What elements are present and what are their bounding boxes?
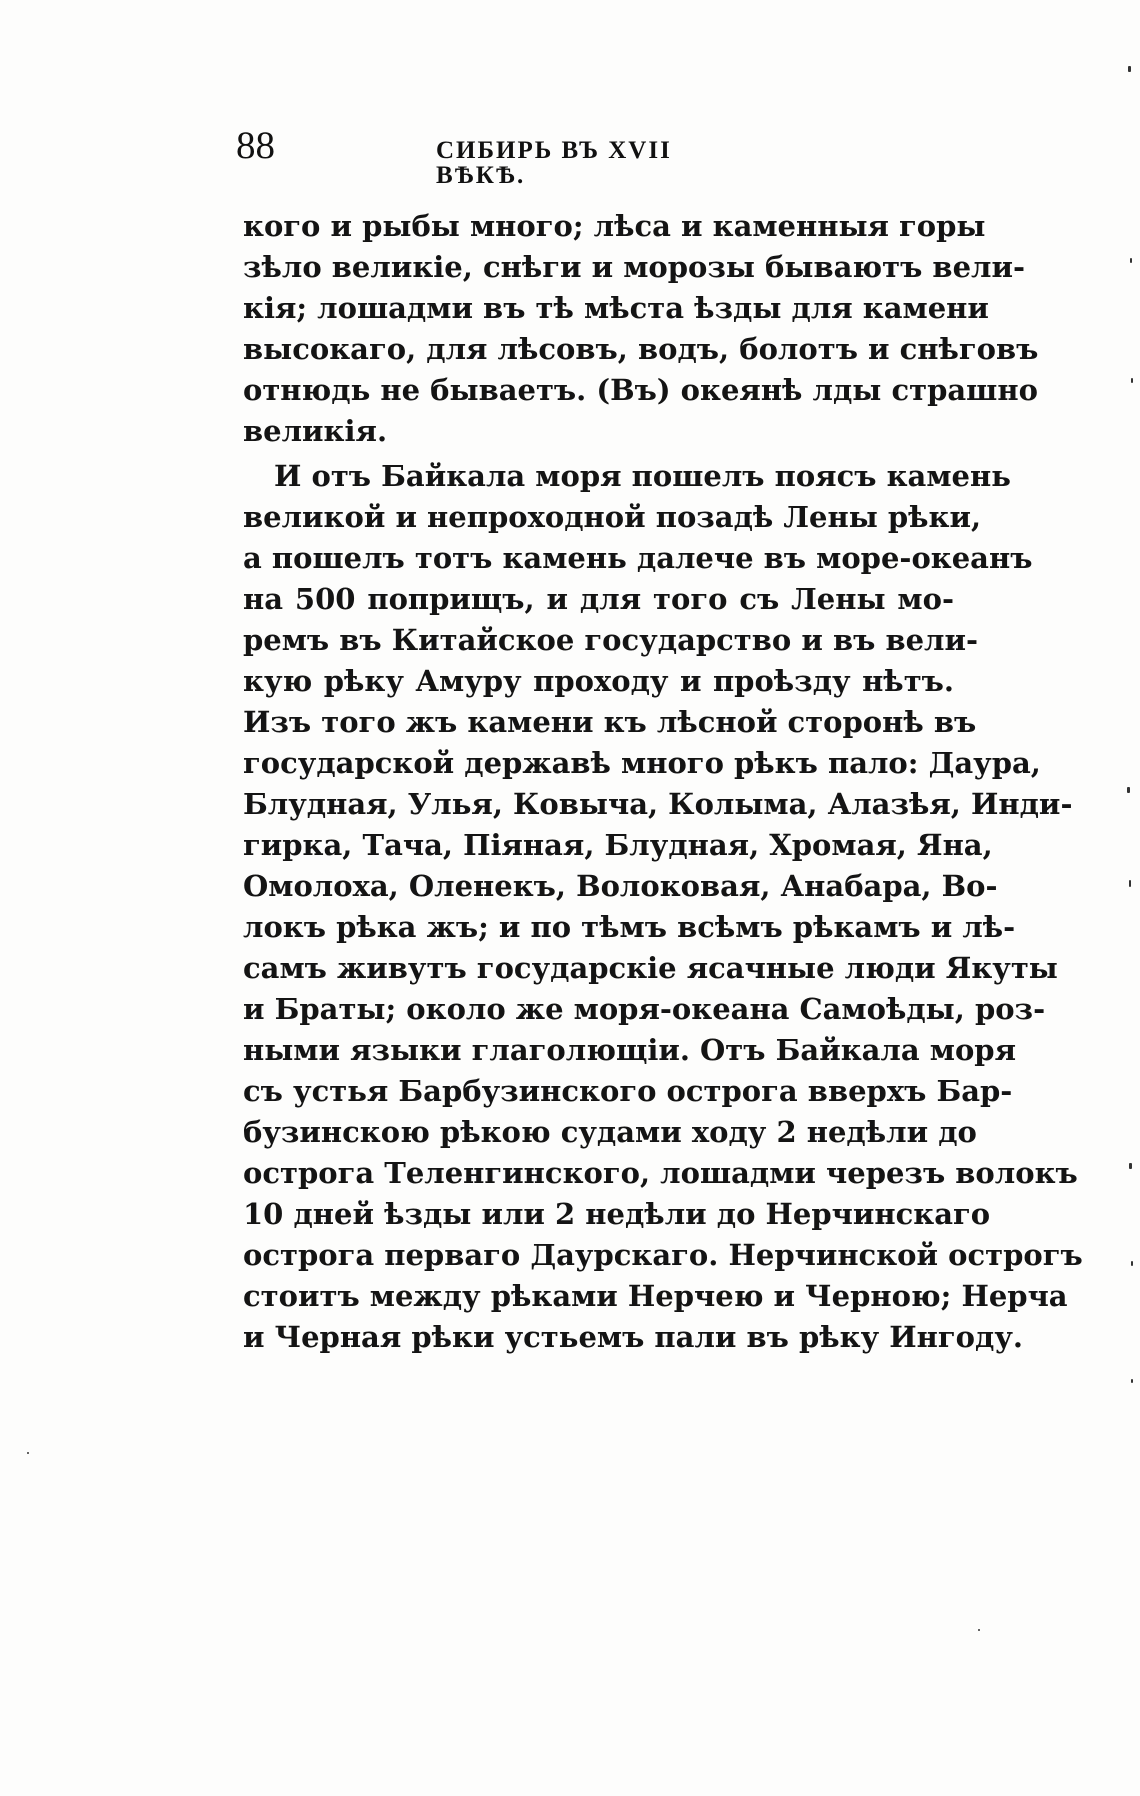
body-text (243, 206, 1083, 1358)
text-line: 10 дней ѣзды или 2 недѣли до Нерчинскаго (243, 1197, 991, 1231)
text-line: Омолоха, Оленекъ, Волоковая, Анабара, Во- (243, 869, 998, 903)
scan-speck (1128, 66, 1131, 72)
text-line: острога Теленгинского, лошадми черезъ волокъ (243, 1156, 1078, 1190)
text-line: и Черная рѣки устьемъ пали въ рѣку Ингоду. (243, 1320, 1023, 1354)
text-line: отнюдь не бываетъ. (Въ) океянѣ лды страшно (243, 373, 1038, 407)
text-line: а пошелъ тотъ камень далече въ море-океанъ (243, 541, 1033, 575)
text-line: гирка, Тача, Піяная, Блудная, Хромая, Яна, (243, 828, 993, 862)
text-line: государской державѣ много рѣкъ пало: Даура, (243, 746, 1041, 780)
text-line: высокаго, для лѣсовъ, водъ, болотъ и снѣговъ (243, 332, 1039, 366)
scan-speck (1131, 1379, 1133, 1383)
page-number: 88 (236, 124, 275, 167)
text-line: локъ рѣка жъ; и по тѣмъ всѣмъ рѣкамъ и лѣ- (243, 910, 1016, 944)
text-line: бузинскою рѣкою судами ходу 2 недѣли до (243, 1115, 977, 1149)
text-line: самъ живутъ государскіе ясачные люди Якуты (243, 951, 1058, 985)
text-line: ными языки глаголющіи. Отъ Байкала моря (243, 1033, 1017, 1067)
scan-speck (1130, 258, 1132, 263)
text-line: и Браты; около же моря-океана Самоѣды, роз- (243, 992, 1046, 1026)
paragraph-2 (243, 456, 1083, 1358)
running-head (236, 124, 756, 189)
text-line: стоитъ между рѣками Нерчею и Черною; Нерча (243, 1279, 1068, 1313)
text-line: острога перваго Даурскаго. Нерчинской острогъ (243, 1238, 1083, 1272)
text-line: зѣло великіе, снѣги и морозы бываютъ вели- (243, 250, 1026, 284)
running-title: СИБИРЬ ВЪ XVII ВѢКѢ. (436, 137, 672, 189)
text-line: съ устья Барбузинского острога вверхъ Бар- (243, 1074, 1013, 1108)
text-line: на 500 поприщъ, и для того съ Лены мо- (243, 582, 954, 616)
text-line: кую рѣку Амуру проходу и проѣзду нѣтъ. (243, 664, 954, 698)
text-line: Изъ того жъ камени къ лѣсной сторонѣ въ (243, 705, 977, 739)
scan-speck (27, 1452, 29, 1454)
text-line: великія. (243, 414, 388, 448)
scan-speck (1127, 787, 1130, 793)
scan-speck (1129, 1163, 1132, 1169)
text-line: кія; лошадми въ тѣ мѣста ѣзды для камени (243, 291, 989, 325)
text-line: великой и непроходной позадѣ Лены рѣки, (243, 500, 982, 534)
scan-speck (1129, 880, 1131, 887)
text-line: кого и рыбы много; лѣса и каменныя горы (243, 209, 986, 243)
paragraph-1 (243, 206, 1039, 452)
scan-speck (1131, 1261, 1133, 1266)
scan-speck (1131, 378, 1133, 383)
text-line: ремъ въ Китайское государство и въ вели- (243, 623, 979, 657)
scan-speck (978, 1629, 980, 1631)
text-line: И отъ Байкала моря пошелъ поясъ камень (274, 459, 1011, 493)
text-line: Блудная, Улья, Ковыча, Колыма, Алазѣя, Инди- (243, 787, 1073, 821)
